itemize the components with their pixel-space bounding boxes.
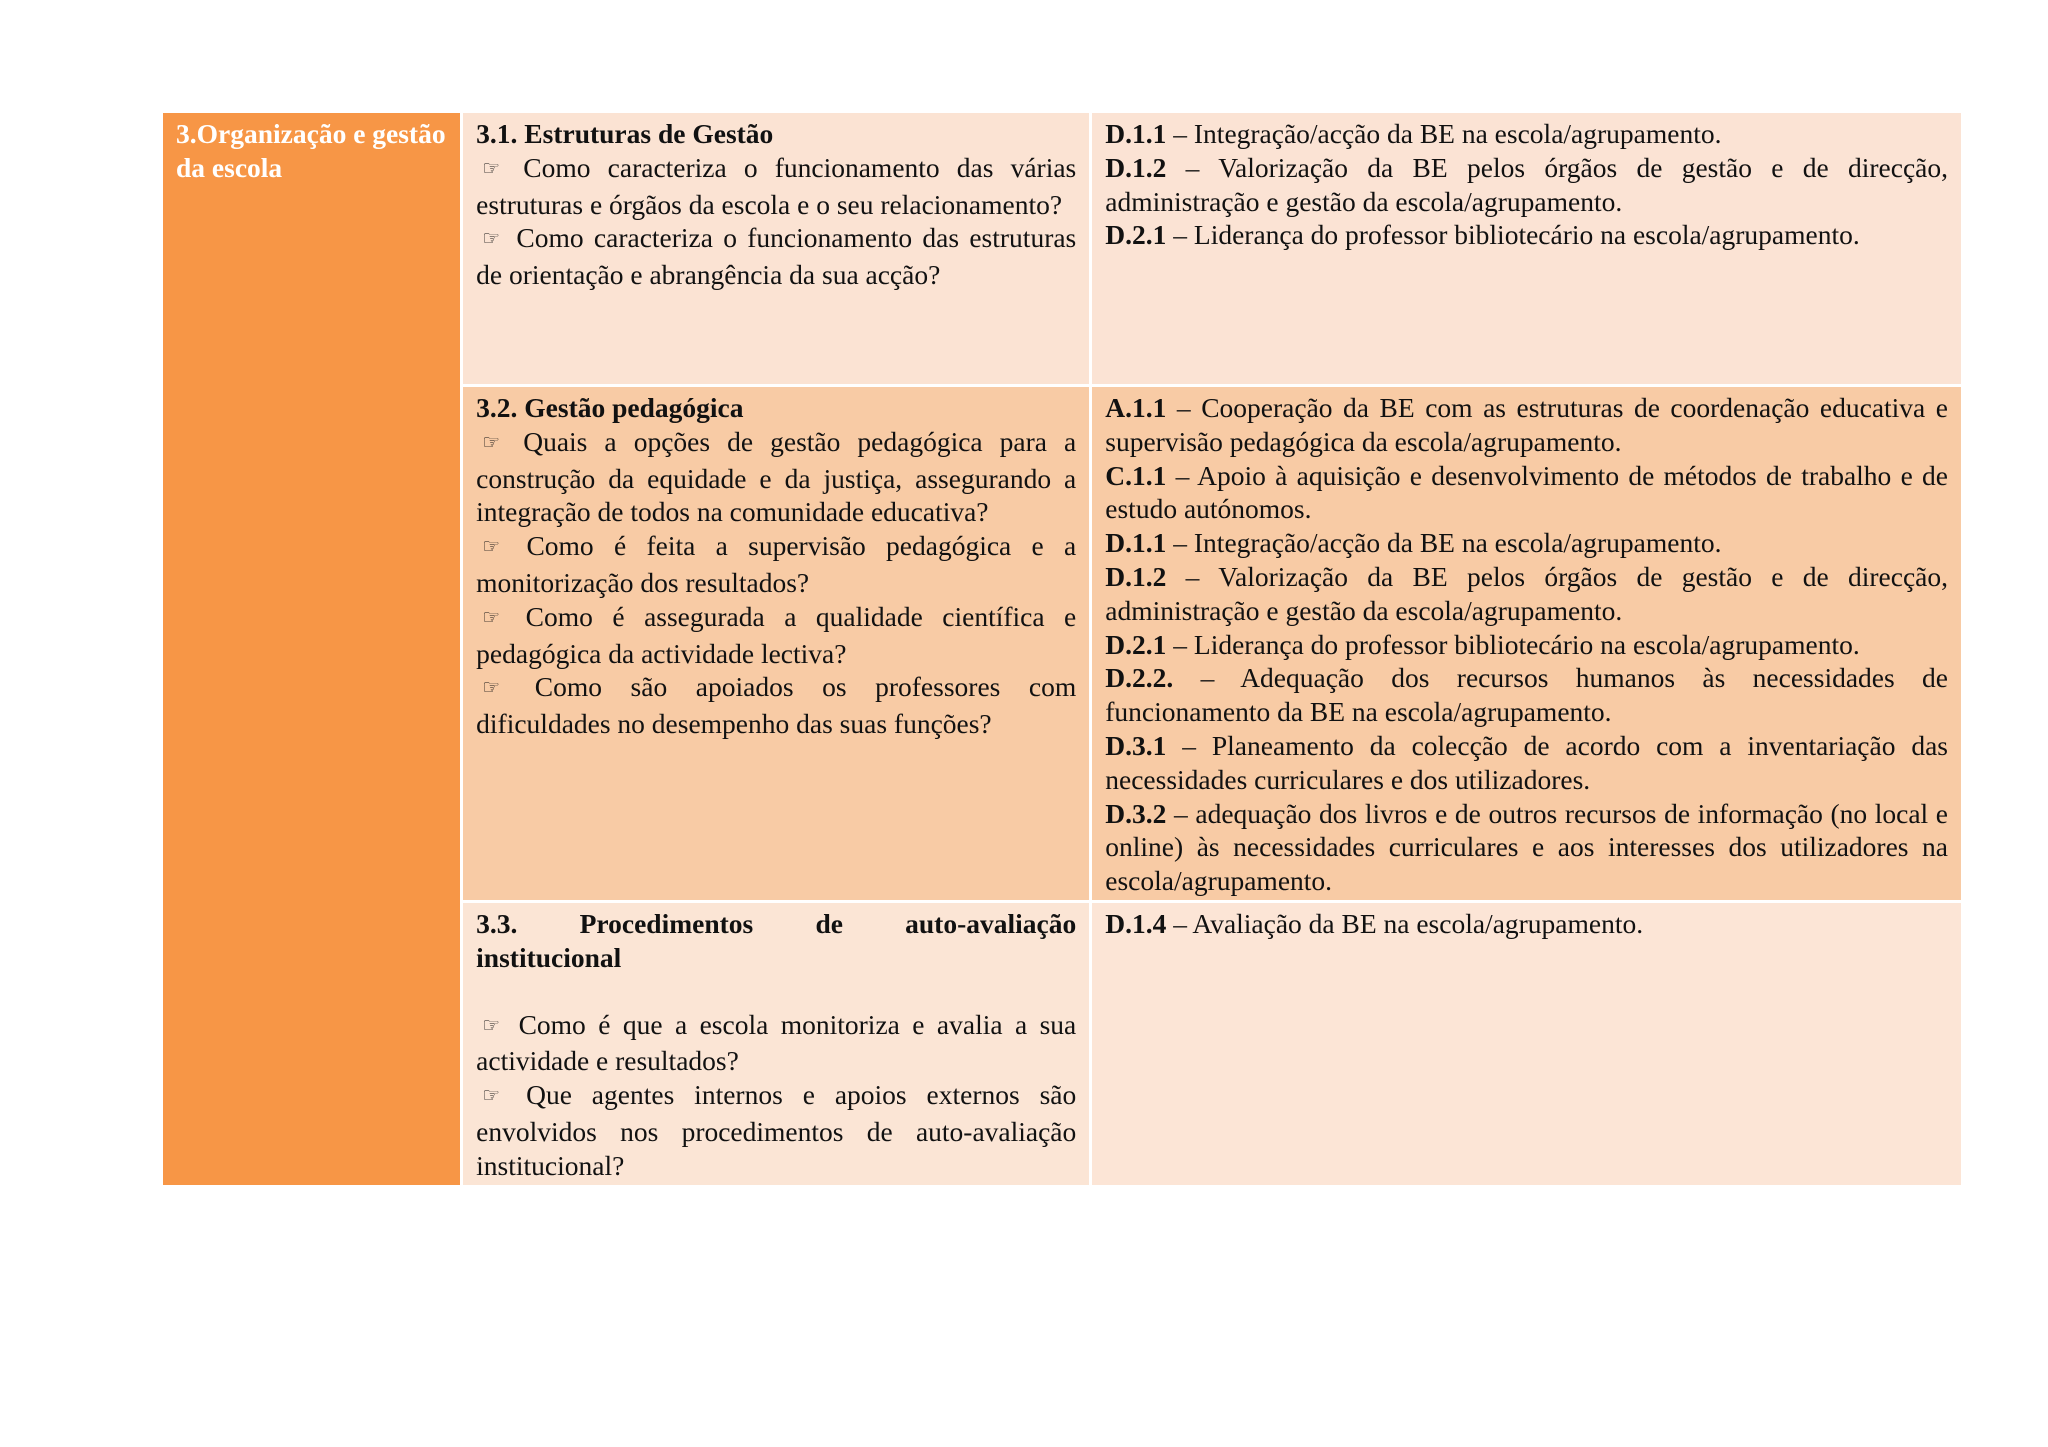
indicator-code: D.2.2. [1105, 662, 1174, 694]
indicator-item [1105, 797, 1948, 898]
indicator-item [1105, 218, 1948, 252]
indicator-item [1105, 628, 1948, 662]
indicator-text: – Avaliação da BE na escola/agrupamento. [1166, 907, 1644, 939]
indicator-code: D.1.2 [1105, 151, 1167, 183]
section-title: 3.Organização e gestão da escola [176, 118, 446, 183]
indicator-code: D.1.1 [1105, 118, 1167, 149]
question-item: ☞ Como é que a escola monitoriza e avalia a sua actividade e resultados? [476, 1008, 1077, 1077]
pointing-hand-icon: ☞ [482, 226, 501, 251]
indicator-code: D.2.1 [1105, 219, 1167, 251]
questions-cell [462, 386, 1091, 902]
section-heading-cell [162, 112, 462, 1187]
pointing-hand-icon: ☞ [482, 534, 501, 559]
indicator-item [1105, 907, 1948, 941]
indicator-code: D.1.2 [1105, 560, 1167, 592]
question-item: ☞ Como caracteriza o funcionamento das estruturas de orientação e abrangência da sua acção? [476, 222, 1077, 291]
indicator-item [1105, 661, 1948, 729]
indicator-text: – Planeamento da colecção de acordo com a inventariação das necessidades curriculares e dos utilizadores. [1105, 729, 1948, 795]
pointing-hand-icon: ☞ [482, 1012, 501, 1037]
indicator-text: – Valorização da BE pelos órgãos de gestão e de direcção, administração e gestão da escola/agrupamento. [1105, 151, 1948, 217]
indicator-text: – Integração/acção da BE na escola/agrupamento. [1166, 118, 1722, 149]
subsection-title: 3.2. Gestão pedagógica [476, 392, 744, 423]
indicator-text: – Adequação dos recursos humanos às necessidades de funcionamento da BE na escola/agrupamento. [1105, 662, 1948, 728]
spacer [476, 975, 1076, 1008]
pointing-hand-icon: ☞ [482, 429, 501, 454]
questions-cell [462, 901, 1091, 1186]
indicator-item [1105, 729, 1948, 797]
pointing-hand-icon: ☞ [482, 675, 501, 700]
indicator-code: A.1.1 [1105, 392, 1167, 423]
indicator-text: – Liderança do professor bibliotecário na escola/agrupamento. [1166, 628, 1860, 660]
indicator-code: D.3.1 [1105, 729, 1167, 761]
subsection-title: 3.3. Procedimentos de auto-avaliação institucional [476, 907, 1077, 973]
question-item: ☞ Que agentes internos e apoios externos são envolvidos nos procedimentos de auto-avaliação institucional? [476, 1079, 1077, 1181]
indicators-cell [1091, 901, 1963, 1186]
indicator-code: D.1.1 [1105, 527, 1167, 559]
pointing-hand-icon: ☞ [482, 604, 501, 629]
indicator-item [1105, 560, 1948, 628]
indicators-cell [1091, 112, 1963, 386]
indicator-text: – Valorização da BE pelos órgãos de gestão e de direcção, administração e gestão da escola/agrupamento. [1105, 560, 1948, 626]
indicator-code: D.3.2 [1105, 797, 1167, 829]
table-row [162, 112, 1963, 386]
indicator-text: – Liderança do professor bibliotecário na escola/agrupamento. [1166, 219, 1860, 251]
subsection-title: 3.1. Estruturas de Gestão [476, 118, 774, 149]
indicator-item [1105, 526, 1948, 560]
indicators-cell [1091, 386, 1963, 902]
indicator-item [1105, 459, 1948, 527]
questions-cell [462, 112, 1091, 386]
question-item: ☞ Como caracteriza o funcionamento das várias estruturas e órgãos da escola e o seu relacionamento? [476, 151, 1077, 220]
indicator-text: – Apoio à aquisição e desenvolvimento de métodos de trabalho e de estudo autónomos. [1105, 459, 1948, 525]
indicator-item [1105, 391, 1948, 459]
indicator-text: – adequação dos livros e de outros recursos de informação (no local e online) às necessidades curriculares e aos interesses dos utilizadores na escola/agrupamento. [1105, 797, 1948, 897]
indicator-code: C.1.1 [1105, 459, 1167, 491]
indicator-item [1105, 117, 1948, 151]
question-item: ☞ Como são apoiados os professores com dificuldades no desempenho das suas funções? [476, 671, 1077, 740]
indicator-text: – Integração/acção da BE na escola/agrupamento. [1166, 527, 1722, 559]
pointing-hand-icon: ☞ [482, 155, 501, 180]
question-item: ☞ Quais a opções de gestão pedagógica para a construção da equidade e da justiça, assegurando a integração de todos na comunidade educativa? [476, 425, 1077, 528]
pointing-hand-icon: ☞ [482, 1083, 501, 1108]
question-item: ☞ Como é assegurada a qualidade científica e pedagógica da actividade lectiva? [476, 600, 1077, 669]
indicator-item [1105, 151, 1948, 219]
indicator-code: D.2.1 [1105, 628, 1167, 660]
evaluation-table [160, 110, 1964, 1188]
indicator-text: – Cooperação da BE com as estruturas de coordenação educativa e supervisão pedagógica da escola/agrupamento. [1105, 392, 1948, 457]
indicator-code: D.1.4 [1105, 907, 1167, 939]
question-item: ☞ Como é feita a supervisão pedagógica e a monitorização dos resultados? [476, 530, 1077, 598]
